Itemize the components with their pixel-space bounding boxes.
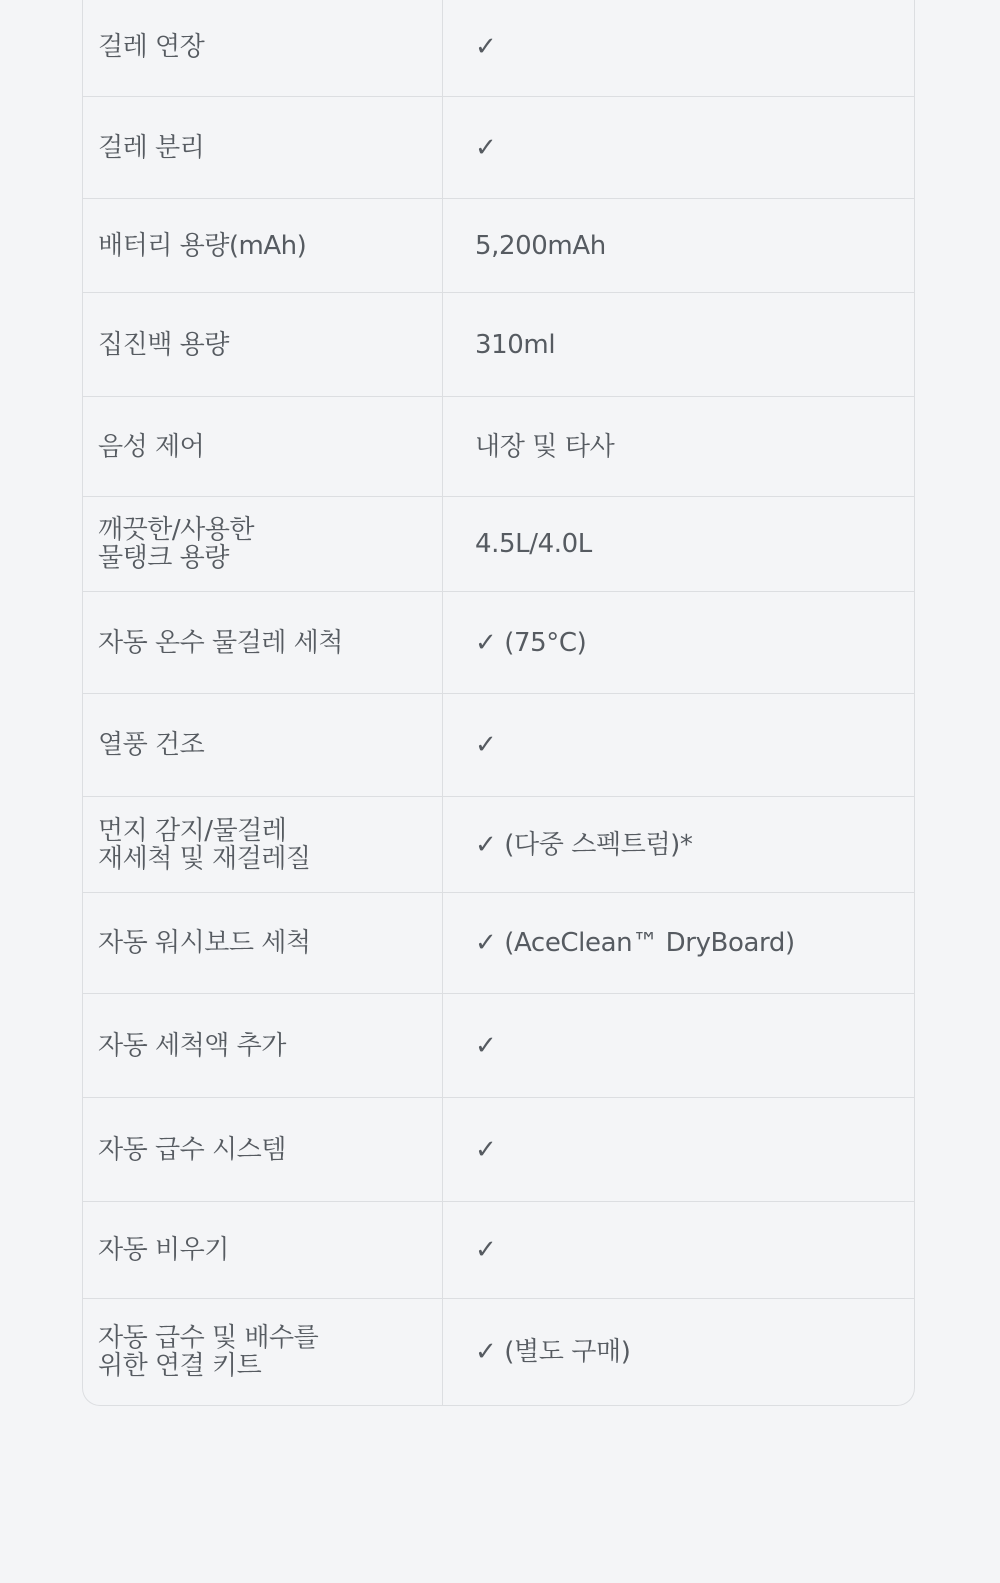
table-row xyxy=(83,892,914,993)
spec-label: 먼지 감지/물걸레 재세척 및 재걸레질 xyxy=(83,797,443,892)
spec-label: 자동 워시보드 세척 xyxy=(83,893,443,993)
spec-value: ✓ (다중 스펙트럼)* xyxy=(475,829,693,860)
spec-value: ✓ xyxy=(475,730,497,760)
spec-value: ✓ xyxy=(475,1235,497,1265)
spec-value: 내장 및 타사 xyxy=(475,431,615,462)
spec-value: 5,200mAh xyxy=(475,230,606,261)
spec-value: ✓ xyxy=(475,1134,497,1165)
spec-value: ✓ (별도 구매) xyxy=(475,1337,631,1367)
spec-label: 걸레 연장 xyxy=(83,0,443,96)
spec-label: 음성 제어 xyxy=(83,397,443,496)
spec-label: 자동 온수 물걸레 세척 xyxy=(83,592,443,693)
table-row xyxy=(83,993,914,1097)
spec-value: ✓ xyxy=(475,32,497,62)
spec-value: 310ml xyxy=(475,329,556,360)
spec-label: 걸레 분리 xyxy=(83,97,443,198)
table-row xyxy=(83,1201,914,1298)
spec-label: 배터리 용량(mAh) xyxy=(83,199,443,292)
table-row xyxy=(83,1097,914,1201)
spec-label: 집진백 용량 xyxy=(83,293,443,396)
spec-value: 4.5L/4.0L xyxy=(475,529,592,559)
table-row xyxy=(83,796,914,892)
spec-value: ✓ (75°C) xyxy=(475,627,587,658)
table-row xyxy=(83,96,914,198)
spec-label: 자동 비우기 xyxy=(83,1202,443,1298)
spec-label: 깨끗한/사용한 물탱크 용량 xyxy=(83,497,443,591)
spec-value: ✓ (AceClean™ DryBoard) xyxy=(475,928,795,958)
table-row xyxy=(83,292,914,396)
table-row xyxy=(83,693,914,796)
spec-label: 자동 세척액 추가 xyxy=(83,994,443,1097)
table-row xyxy=(83,496,914,591)
spec-label: 자동 급수 시스템 xyxy=(83,1098,443,1201)
spec-label: 열풍 건조 xyxy=(83,694,443,796)
spec-label: 자동 급수 및 배수를 위한 연결 키트 xyxy=(83,1299,443,1405)
spec-value: ✓ xyxy=(475,132,497,163)
table-row xyxy=(83,0,914,96)
table-row xyxy=(83,1298,914,1405)
table-row xyxy=(83,396,914,496)
table-row xyxy=(83,591,914,693)
table-row xyxy=(83,198,914,292)
spec-value: ✓ xyxy=(475,1030,497,1061)
spec-table xyxy=(82,0,915,1406)
